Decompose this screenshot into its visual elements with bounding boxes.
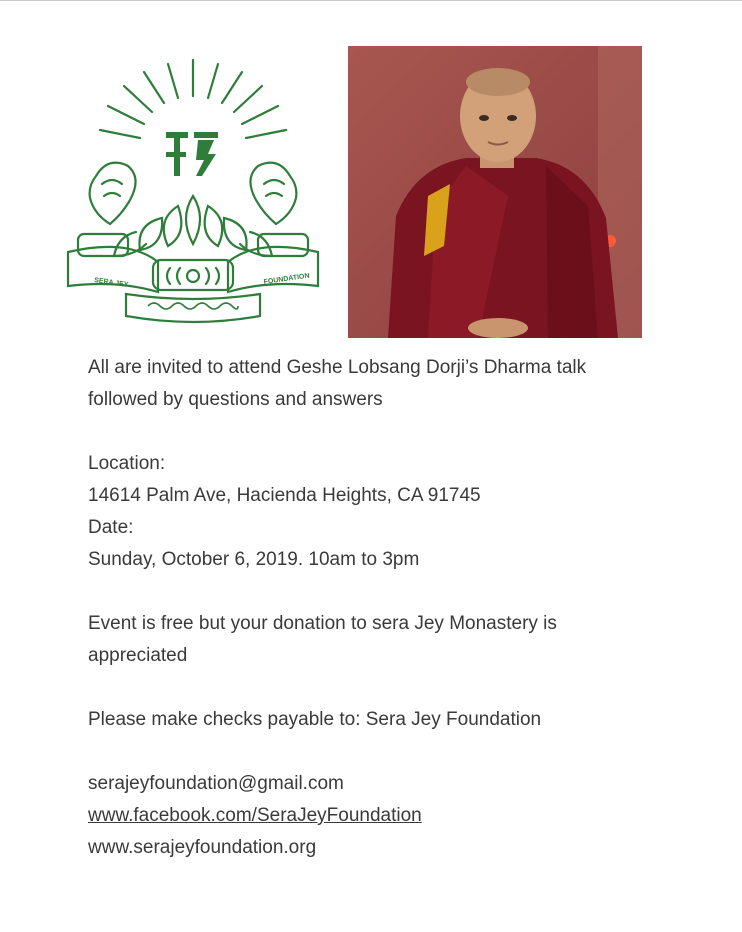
checks-payable-line: Please make checks payable to: Sera Jey Foundation (88, 709, 542, 730)
date-value: Sunday, October 6, 2019. 10am to 3pm (88, 549, 420, 570)
event-description (88, 352, 688, 864)
sera-jey-foundation-logo (58, 46, 328, 326)
donation-line-2: appreciated (88, 645, 188, 666)
date-label: Date: (88, 517, 134, 538)
contact-email[interactable]: serajeyfoundation@gmail.com (88, 773, 344, 794)
monk-portrait-photo (348, 46, 642, 338)
facebook-link[interactable]: www.facebook.com/SeraJeyFoundation (88, 805, 422, 826)
location-value: 14614 Palm Ave, Hacienda Heights, CA 91745 (88, 485, 481, 506)
donation-line-1: Event is free but your donation to sera Jey Monastery is (88, 613, 557, 634)
logo-left-label: SERA JEY (93, 277, 129, 289)
website-text[interactable]: www.serajeyfoundation.org (88, 837, 317, 858)
invite-line-2: followed by questions and answers (88, 389, 383, 410)
top-divider (0, 0, 742, 1)
logo-right-label: FOUNDATION (263, 272, 310, 286)
location-label: Location: (88, 453, 166, 474)
invite-line-1: All are invited to attend Geshe Lobsang Dorji’s Dharma talk (88, 357, 587, 378)
